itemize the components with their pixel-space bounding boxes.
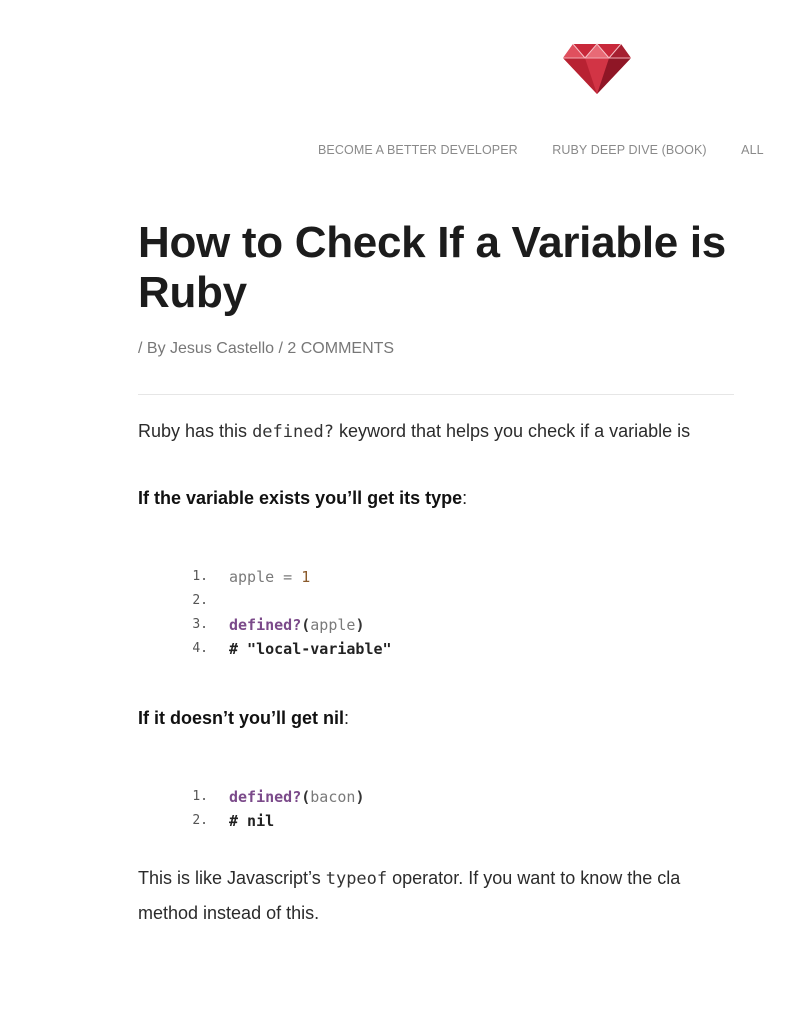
lead-variable-exists-bold: If the variable exists you’ll get its type (138, 488, 463, 508)
inline-code-defined: defined? (252, 422, 334, 442)
code-token: defined? (229, 788, 302, 806)
ruby-gem-icon[interactable] (563, 42, 631, 96)
code-line (138, 785, 734, 809)
line-number: 2. (192, 593, 208, 608)
code-token: 1 (301, 568, 311, 586)
inline-code-typeof: typeof (325, 869, 388, 889)
code-token: ( (301, 788, 311, 806)
code-token: # "local-variable" (229, 640, 392, 658)
meta-separator: / (274, 340, 288, 357)
code-token: ) (355, 616, 365, 634)
main-nav (318, 141, 764, 161)
title-line-2: Ruby (138, 268, 247, 317)
code-line (138, 565, 734, 589)
post-meta (138, 340, 734, 358)
code-text (229, 809, 274, 833)
lead-variable-missing (138, 701, 734, 735)
intro-paragraph (138, 414, 734, 449)
code-line (138, 589, 734, 613)
intro-text-before: Ruby has this (138, 421, 253, 441)
page-title (138, 218, 734, 318)
code-text (229, 785, 364, 809)
intro-text-after: keyword that helps you check if a variable is (333, 421, 691, 441)
code-block-defined-bacon (138, 785, 734, 833)
author-link[interactable]: Jesus Castello (170, 340, 275, 357)
outro-text-line-2: method instead of this. (138, 903, 320, 923)
divider (138, 394, 734, 395)
code-line (138, 613, 734, 637)
outro-text-before: This is like Javascript’s (138, 868, 326, 888)
nav-item-become-better-developer[interactable]: BECOME A BETTER DEVELOPER (318, 143, 518, 157)
lead-variable-missing-colon: : (344, 708, 350, 728)
code-token: apple (310, 616, 356, 634)
code-text (229, 565, 310, 589)
lead-variable-exists (138, 481, 734, 515)
meta-prefix: / By (138, 340, 171, 357)
code-token: ( (301, 616, 311, 634)
line-number: 4. (192, 641, 208, 656)
article (138, 218, 734, 930)
code-token: ) (355, 788, 365, 806)
code-line (138, 637, 734, 661)
code-token: defined? (229, 616, 302, 634)
code-token: # nil (229, 812, 275, 830)
line-number: 2. (192, 813, 208, 828)
nav-item-ruby-deep-dive[interactable]: RUBY DEEP DIVE (BOOK) (552, 143, 707, 157)
code-line (138, 809, 734, 833)
code-token: bacon (310, 788, 356, 806)
lead-variable-exists-colon: : (462, 488, 468, 508)
outro-paragraph (138, 861, 734, 930)
nav-item-all[interactable]: ALL (741, 143, 764, 157)
comments-link[interactable]: 2 COMMENTS (287, 340, 395, 357)
title-line-1: How to Check If a Variable is (138, 218, 726, 267)
lead-variable-missing-bold: If it doesn’t you’ll get nil (138, 708, 344, 728)
code-block-defined-apple (138, 565, 734, 661)
line-number: 1. (192, 569, 208, 584)
code-token: = (274, 568, 302, 586)
code-text (229, 613, 364, 637)
line-number: 1. (192, 789, 208, 804)
outro-text-after: operator. If you want to know the cla (387, 868, 681, 888)
line-number: 3. (192, 617, 208, 632)
code-token: apple (229, 568, 275, 586)
code-text (229, 637, 392, 661)
